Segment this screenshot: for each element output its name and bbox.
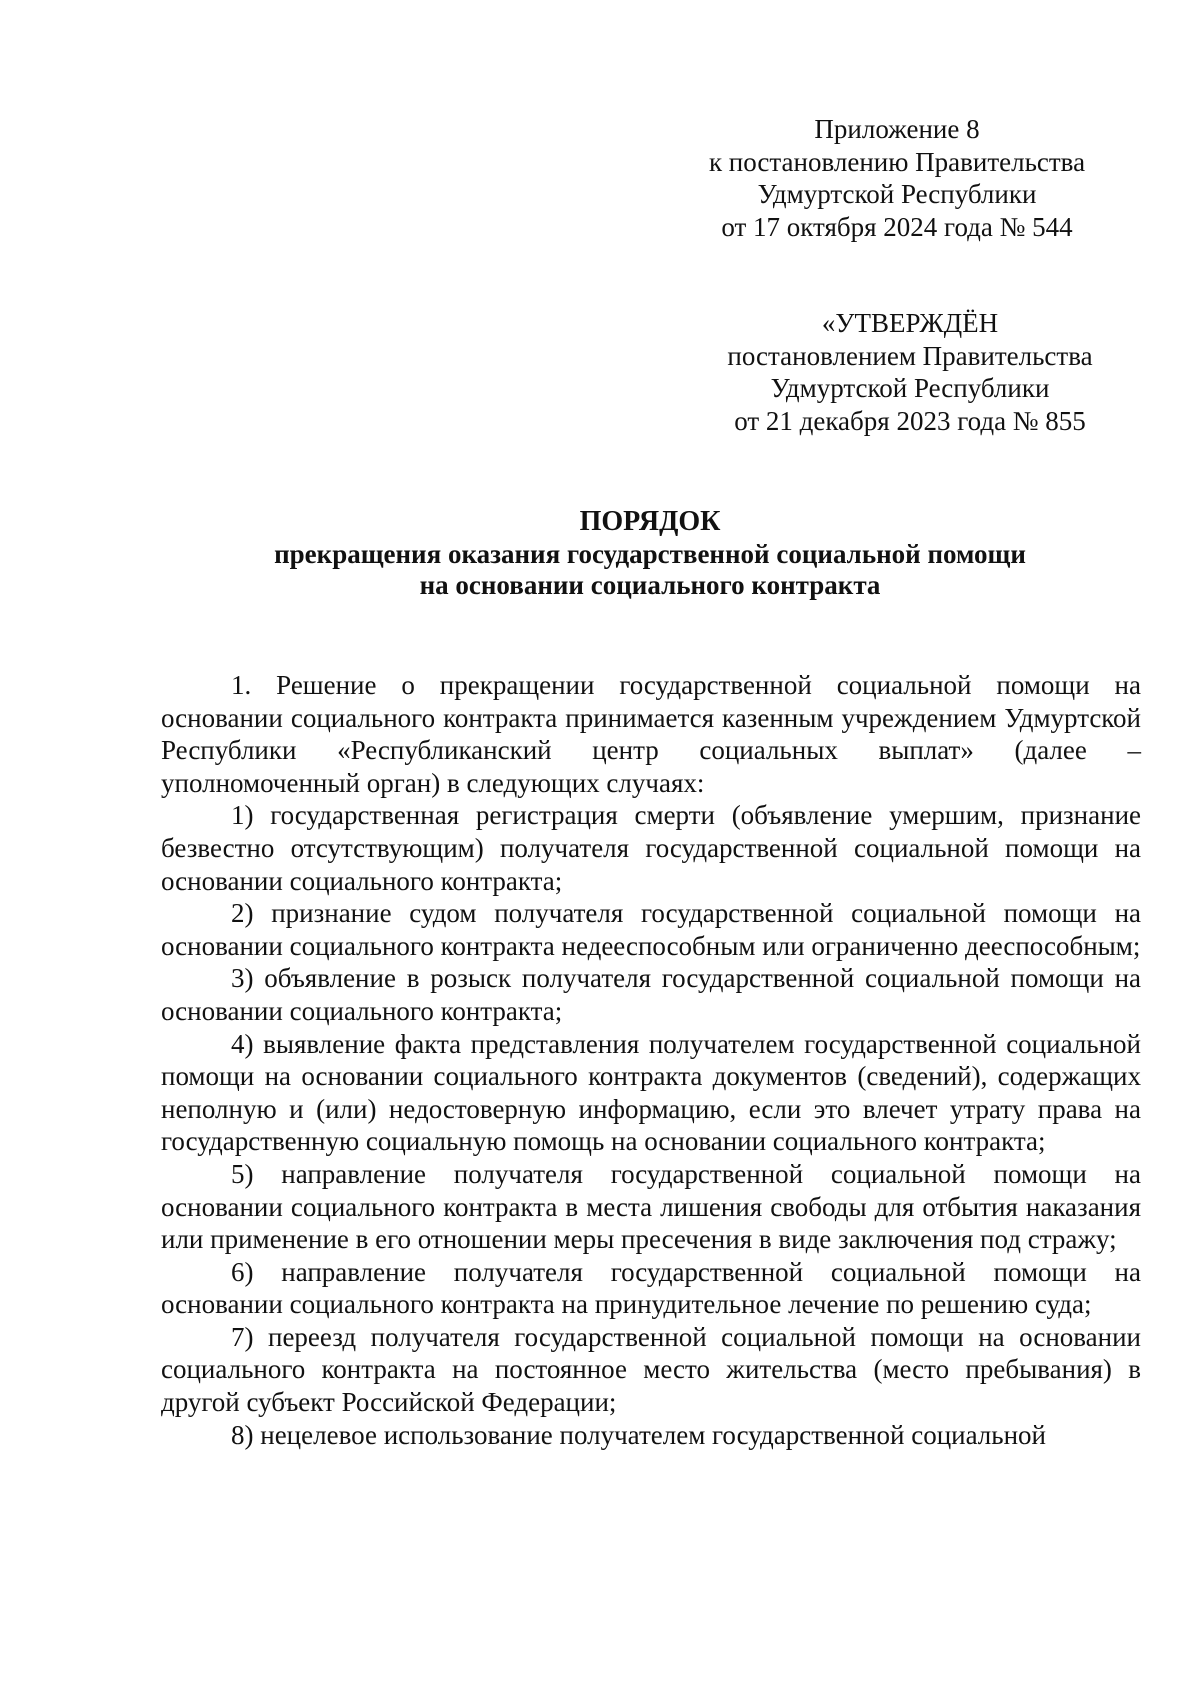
annex-number: Приложение 8 xyxy=(814,114,980,144)
approval-date: от 21 декабря 2023 года № 855 xyxy=(734,405,1086,436)
document-title xyxy=(200,506,1100,601)
title-main: ПОРЯДОК xyxy=(579,506,721,537)
list-item-3: 3) объявление в розыск получателя государственной социальной помощи на основании социального контракта; xyxy=(161,963,1141,1026)
approval-stamp xyxy=(710,307,1110,437)
list-item-6: 6) направление получателя государственной социальной помощи на основании социального контракта на принудительное лечение по решению суда; xyxy=(161,1256,1141,1320)
approval-region: Удмуртской Республики xyxy=(770,373,1050,403)
list-item-2: 2) признание судом получателя государственной социальной помощи на основании социального контракта недееспособным или ограниченно дееспособным; xyxy=(161,898,1141,961)
annex-header xyxy=(702,113,1092,243)
document-body xyxy=(161,669,1141,1451)
paragraph-1: 1. Решение о прекращении государственной социальной помощи на основании социального контракта принимается казенным учреждением Удмуртской Республики «Республиканский центр социальных выплат» (далее – уполномоченный орган) в следующих случаях: xyxy=(161,670,1141,798)
approval-heading: «УТВЕРЖДЁН xyxy=(821,308,999,338)
list-item-5: 5) направление получателя государственной социальной помощи на основании социального контракта в места лишения свободы для отбытия наказания или применение в его отношении меры пресечения в виде заключения под стражу; xyxy=(161,1158,1141,1255)
list-item-1: 1) государственная регистрация смерти (объявление умершим, признание безвестно отсутствующим) получателя государственной социальной помощи на основании социального контракта; xyxy=(161,800,1141,896)
annex-reference: к постановлению Правительства xyxy=(708,146,1086,177)
list-item-4: 4) выявление факта представления получателем государственной социальной помощи на основании социального контракта документов (сведений), содержащих неполную и (или) недостоверную информацию, если это влечет утрату права на государственную социальную помощь на основании социального контракта; xyxy=(161,1028,1141,1157)
list-item-8: 8) нецелевое использование получателем государственной социальной xyxy=(231,1419,1046,1450)
annex-date: от 17 октября 2024 года № 544 xyxy=(721,211,1073,242)
title-subtitle-line2: на основании социального контракта xyxy=(419,570,881,600)
annex-region: Удмуртской Республики xyxy=(757,179,1037,209)
list-item-7: 7) переезд получателя государственной социальной помощи на основании социального контракта на постоянное место жительства (место пребывания) в другой субъект Российской Федерации; xyxy=(161,1321,1141,1418)
title-subtitle-line1: прекращения оказания государственной социальной помощи xyxy=(274,539,1026,569)
approval-reference: постановлением Правительства xyxy=(727,340,1093,371)
